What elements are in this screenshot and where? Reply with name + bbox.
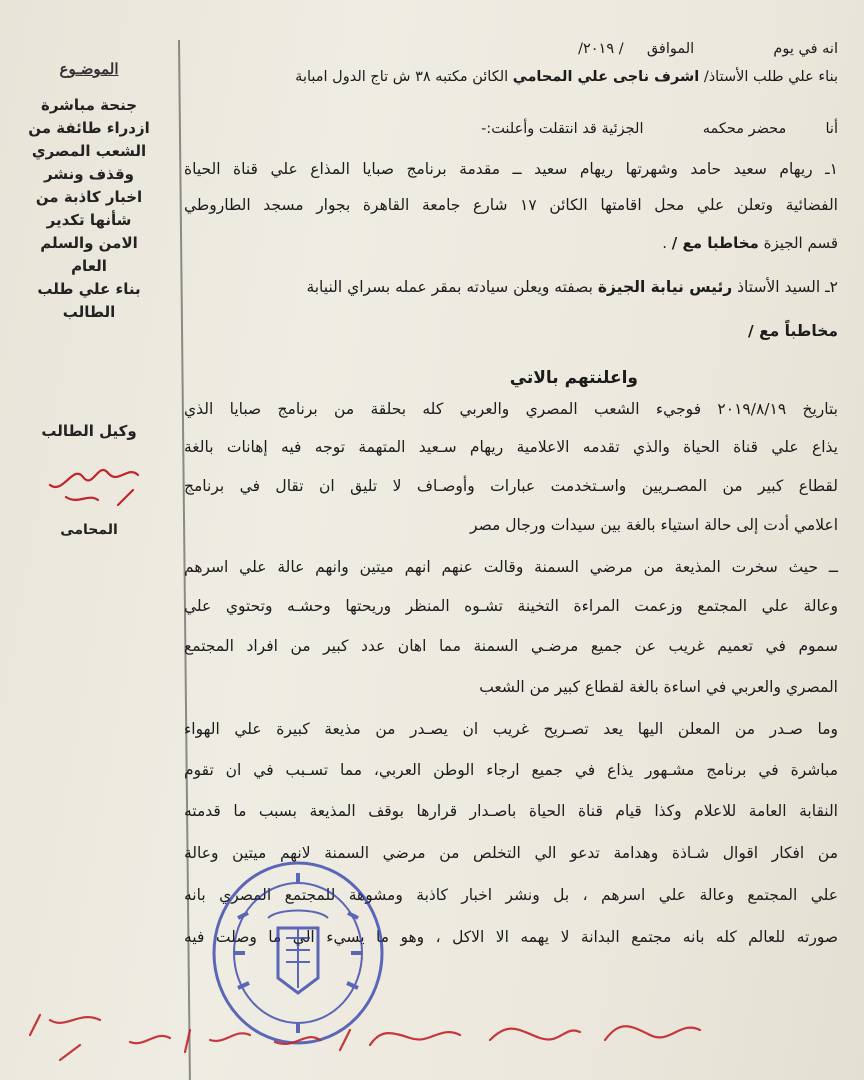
body-line: مباشرة في برنامج مشـهور يذاع في جميع ارجاء الوطن العربي، مما تسـبب في ان تقوم bbox=[184, 761, 838, 779]
court-clerk-label: محضر محكمه bbox=[702, 121, 787, 137]
header-clerk-line bbox=[184, 118, 838, 140]
requester-prefix: بناء علي طلب الأستاذ/ bbox=[703, 69, 838, 85]
lawyer-label: المحامى bbox=[60, 522, 118, 538]
body-line: النقابة العامة للاعلام وكذا قيام قناة الحياة باصـدار قرارها بوقف المذيعة بسبب ما قدمته bbox=[184, 802, 838, 820]
party-1-district: قسم الجيزة bbox=[763, 234, 838, 252]
subject-column bbox=[8, 60, 170, 538]
party-1-dot: . bbox=[662, 234, 667, 252]
header-requester-line bbox=[184, 66, 838, 88]
body-line: صورته للعالم كله بانه مجتمع البدانة لا يهمه الا الاكل ، وهو ما يسيء الي ما وصلت فيه bbox=[184, 928, 838, 946]
party-1-line-2: الفضائية وتعلن علي محل اقامتها الكائن ١٧ شارع جامعة القاهرة بجوار مسجد الطاروطي bbox=[184, 196, 838, 214]
party-2-end: بصفته ويعلن سيادته بمقر عمله بسراي النيابة bbox=[306, 278, 593, 296]
body-line: بتاريخ ٢٠١٩/٨/١٩ فوجيء الشعب المصري والعربي كله بحلقة من برنامج صبايا الذي bbox=[184, 400, 838, 418]
party-2-served-with: مخاطباً مع / bbox=[748, 322, 838, 340]
body-line: سموم في تعميم غريب عن جميع مرضـي السمنة مما اهان عدد كبير من افراد المجتمع bbox=[184, 637, 838, 655]
body-line: اعلامي أدت إلى حالة استياء بالغة بين سيدات ورجال مصر bbox=[470, 516, 838, 534]
party-2-title: رئيس نيابة الجيزة bbox=[597, 278, 733, 296]
handwritten-signature bbox=[38, 455, 148, 515]
date-placeholder: / ٢٠١٩/ bbox=[578, 41, 624, 57]
body-line: لقطاع كبير من المصـريين واسـتخدمت عبارات وأوصـاف لا تليق ان تقال في برنامج bbox=[184, 477, 838, 495]
body-line: يذاع علي قناة الحياة والذي تقدمه الاعلامية ريهام سـعيد المتهمة توجه فيه إهانات بالغة bbox=[184, 438, 838, 456]
body-line: علي المجتمع وعالة علي اسرهم ، بل ونشر اخبار كاذبة ومشوهة للمجتمع المصري بانه bbox=[184, 886, 838, 904]
body-line: وعالة علي المجتمع وزعمت المراءة التخينة تشـوه المنظر وريحتها وحشـه وتحتوي علي bbox=[184, 597, 838, 615]
subject-text: جنحة مباشرة ازدراء طائفة من الشعب المصري وقذف ونشر اخبار كاذبة من شأنها تكدير الامن والسلم العام بناء علي طلب الطالب bbox=[28, 96, 150, 321]
party-2-prefix: ٢ـ السيد الأستاذ bbox=[737, 278, 838, 296]
requester-name: اشرف ناجى علي المحامي bbox=[512, 69, 700, 85]
handwritten-note bbox=[20, 990, 720, 1080]
agent-label: وكيل الطالب bbox=[41, 422, 137, 440]
header-day-line bbox=[184, 38, 838, 60]
requester-address: الكائن مكتبه ٣٨ ش تاج الدول امبابة bbox=[295, 69, 509, 85]
party-1-line-1: ١ـ ريهام سعيد حامد وشهرتها ريهام سعيد ــ مقدمة برنامج صبايا المذاع علي قناة الحياة bbox=[184, 160, 838, 178]
party-1-served-with: مخاطبا مع / bbox=[671, 234, 759, 252]
ana-label: أنا bbox=[825, 121, 838, 137]
body-line: وما صـدر من المعلن اليها يعد تصـريح غريب ان يصـدر من مذيعة كبيرة علي الهواء bbox=[184, 720, 838, 738]
day-prefix: انه في يوم bbox=[773, 41, 838, 57]
partial-moved-label: الجزئية قد انتقلت وأعلنت:- bbox=[481, 121, 644, 137]
body-line: ــ حيث سخرت المذيعة من مرضي السمنة وقالت عنهم انهم ميتين وانهم عالة علي اسرهم bbox=[184, 558, 838, 576]
corresponding-label: الموافق bbox=[646, 41, 695, 57]
subject-heading: الموضـوع bbox=[59, 60, 119, 78]
body-line: من افكار اقوال شـاذة وهدامة تدعو الي التخلص من مرضي السمنة لانهم ميتين وعالة bbox=[184, 844, 838, 862]
party-1-line-3 bbox=[184, 234, 838, 252]
body-line: المصري والعربي في اساءة بالغة لقطاع كبير من الشعب bbox=[479, 678, 838, 696]
notice-title: واعلنتهم بالاتي bbox=[509, 368, 638, 388]
party-2-line-1 bbox=[184, 278, 838, 296]
